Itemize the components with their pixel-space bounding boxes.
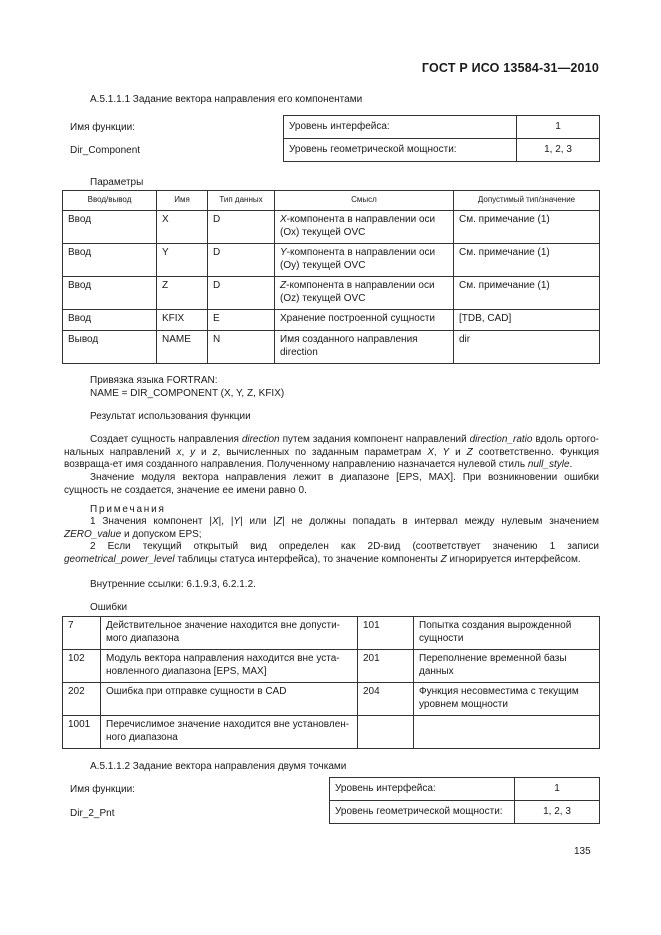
note-2: 2 Если текущий открытый вид определен как 2D-вид (соответствует значению 1 записи geometrical_power_level таблицы статуса интерфейса), то значение компоненты Z игнорируется интерфейсом. [64,541,599,565]
error-message [414,716,600,749]
error-message: Функция несовместима с текущим уровнем мощности [414,683,600,716]
params-table [62,190,600,364]
interface-info-table-2 [329,777,600,824]
cell-meaning-text: -компонента в направлении оси (Оу) текущей OVC [280,247,436,271]
geometric-power-label-2: Уровень геометрической мощности: [330,801,515,824]
result-title: Результат использования функции [90,411,251,422]
table-row [63,617,600,650]
table-row [63,650,600,683]
section-title-2: А.5.1.1.2 Задание вектора направления двумя точками [90,761,347,772]
function-name: Dir_Component [70,145,141,156]
cell-meaning-text: -компонента в направлении оси (Oz) текущей OVC [280,280,435,304]
error-message: Модуль вектора направления находится вне уста-новленного диапазона [EPS, MAX] [101,650,358,683]
fortran-title: Привязка языка FORTRAN: [90,375,218,386]
document-header: ГОСТ Р ИСО 13584-31—2010 [421,61,599,75]
cell-io: Ввод [63,244,157,277]
cell-name: Y [157,244,208,277]
table-row [63,211,600,244]
function-name-2: Dir_2_Pnt [70,808,115,819]
cell-type: D [208,277,275,310]
cell-name: NAME [157,331,208,364]
cell-meaning [275,244,454,277]
geometric-power-value: 1, 2, 3 [517,139,600,162]
cell-meaning-em: Z [280,280,287,291]
notes-title: Примечания [90,504,166,515]
cell-io: Ввод [63,310,157,331]
table-row [63,277,600,310]
params-header-name: Имя [157,191,208,211]
cell-type: N [208,331,275,364]
error-message: Перечислимое значение находится вне установлен-ного диапазона [101,716,358,749]
cell-name: KFIX [157,310,208,331]
cell-allowed: См. примечание (1) [454,244,600,277]
cell-type: E [208,310,275,331]
params-header-allowed: Допустимый тип/значение [454,191,600,211]
internal-refs: Внутренние ссылки: 6.1.9.3, 6.2.1.2. [90,579,256,590]
function-label: Имя функции: [70,122,135,133]
error-message: Переполнение временной базы данных [414,650,600,683]
params-header-io: Ввод/вывод [63,191,157,211]
cell-meaning [275,211,454,244]
cell-name: Z [157,277,208,310]
error-code: 101 [358,617,414,650]
cell-io: Ввод [63,277,157,310]
cell-meaning-em: Y [280,247,287,258]
cell-allowed: dir [454,331,600,364]
cell-meaning-em: X [280,214,287,225]
error-message: Действительное значение находится вне допусти-мого диапазона [101,617,358,650]
errors-title: Ошибки [90,602,128,613]
cell-meaning: Имя созданного направления direction [275,331,454,364]
table-row [63,331,600,364]
errors-table [62,616,600,749]
range-paragraph: Значение модуля вектора направления лежит в диапазоне [EPS, MAX]. При возникновении ошибки сущность не создается, значение ее имени равно 0. [64,472,599,496]
cell-meaning [275,277,454,310]
table-row [63,244,600,277]
error-message: Ошибка при отправке сущности в CAD [101,683,358,716]
cell-type: D [208,211,275,244]
geometric-power-value-2: 1, 2, 3 [515,801,600,824]
geometric-power-label: Уровень геометрической мощности: [284,139,517,162]
error-code: 204 [358,683,414,716]
table-row [63,716,600,749]
params-title: Параметры [90,177,144,188]
error-code: 201 [358,650,414,683]
interface-level-label: Уровень интерфейса: [284,116,517,139]
section-title: А.5.1.1.1 Задание вектора направления его компонентами [90,94,363,105]
error-message: Попытка создания вырожденной сущности [414,617,600,650]
error-code: 7 [63,617,101,650]
result-paragraph: Создает сущность направления direction путем задания компонент направлений direction_ratio вдоль ортого-нальных направлений x, y и z, вычисленных по заданным параметрам X, Y и Z соответственно. Функция возвраща-ет имя созданного направления. Полученному направлению назначается нулевой стиль null_style. [64,434,599,470]
error-code: 102 [63,650,101,683]
error-code [358,716,414,749]
note-1: 1 Значения компонент |X|, |Y| или |Z| не должны попадать в интервал между нулевым значением ZERO_value и допуском EPS; [64,516,599,540]
table-row [63,310,600,331]
interface-level-value: 1 [517,116,600,139]
error-code: 202 [63,683,101,716]
interface-info-table [283,115,600,162]
function-label-2: Имя функции: [70,784,135,795]
params-header-meaning: Смысл [275,191,454,211]
table-row [63,683,600,716]
cell-allowed: См. примечание (1) [454,211,600,244]
fortran-code: NAME = DIR_COMPONENT (X, Y, Z, KFIX) [90,388,285,399]
error-code: 1001 [63,716,101,749]
page-number: 135 [574,846,591,857]
cell-allowed: [TDB, CAD] [454,310,600,331]
cell-io: Ввод [63,211,157,244]
cell-type: D [208,244,275,277]
cell-io: Вывод [63,331,157,364]
interface-level-label-2: Уровень интерфейса: [330,778,515,801]
cell-name: X [157,211,208,244]
cell-meaning-text: -компонента в направлении оси (Ох) текущей OVC [280,214,436,238]
interface-level-value-2: 1 [515,778,600,801]
params-header-type: Тип данных [208,191,275,211]
cell-meaning: Хранение построенной сущности [275,310,454,331]
cell-allowed: См. примечание (1) [454,277,600,310]
